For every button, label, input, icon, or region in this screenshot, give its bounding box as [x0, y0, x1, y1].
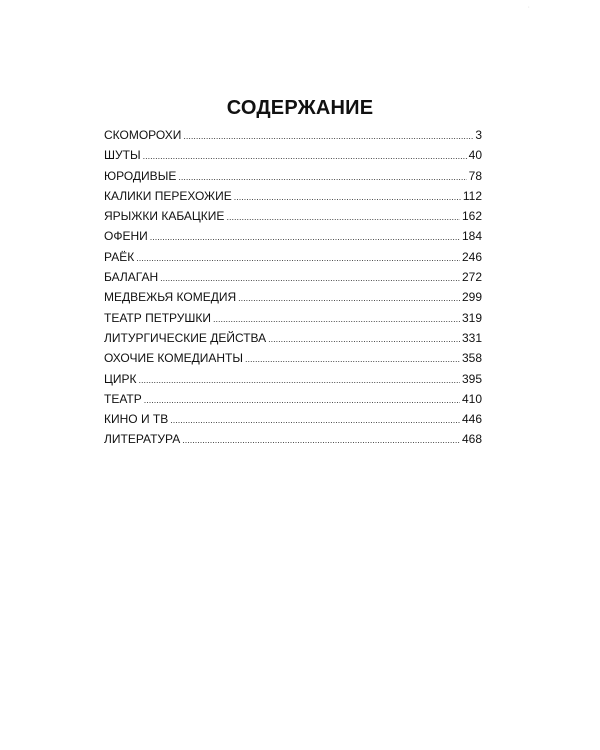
dot-leader	[238, 293, 460, 303]
toc-entry-label: ЮРОДИВЫЕ	[104, 168, 177, 183]
dot-leader	[170, 415, 460, 425]
dot-leader	[183, 131, 473, 141]
toc-entry-page: 331	[461, 330, 482, 345]
toc-entry-label: ЯРЫЖКИ КАБАЦКИЕ	[104, 209, 225, 224]
toc-entry-page: 358	[461, 351, 482, 366]
dot-leader	[268, 334, 460, 344]
toc-entry-page: 112	[462, 188, 482, 203]
toc-entry-page: 162	[461, 209, 482, 224]
toc-entry-raek[interactable]	[104, 250, 482, 270]
toc-entry-page: 468	[461, 432, 482, 447]
toc-entry-page: 272	[461, 270, 482, 285]
toc-entry-label: БАЛАГАН	[104, 270, 159, 285]
dot-leader	[143, 151, 467, 161]
toc-entry-page: 3	[475, 128, 482, 142]
dot-leader	[182, 435, 460, 445]
toc-entry-page: 410	[461, 391, 482, 406]
toc-entry-page: 299	[461, 290, 482, 305]
toc-entry-page: 40	[468, 148, 482, 163]
toc-entry-label: МЕДВЕЖЬЯ КОМЕДИЯ	[104, 290, 237, 305]
dot-leader	[139, 375, 460, 385]
toc-entry-teatr[interactable]	[104, 392, 482, 412]
toc-entry-page: 446	[461, 412, 482, 427]
toc-entry-label: КИНО И ТВ	[104, 412, 169, 427]
toc-entry-tsirk[interactable]	[104, 372, 482, 392]
dot-leader	[245, 354, 460, 364]
toc-entry-teatr-petrushki[interactable]	[104, 311, 482, 331]
toc-entry-page: 246	[461, 249, 482, 264]
toc-entry-yurodivye[interactable]	[104, 169, 482, 189]
toc-entry-page: 395	[461, 371, 482, 386]
toc-entry-label: ШУТЫ	[104, 148, 141, 163]
dot-leader	[136, 253, 460, 263]
toc-entry-label: ТЕАТР	[104, 391, 142, 406]
toc-entry-label: РАЁК	[104, 249, 135, 264]
dot-leader	[226, 212, 460, 222]
toc-entry-page: 319	[461, 310, 482, 325]
toc-entry-page: 184	[461, 229, 482, 244]
toc-entry-medvezhya-komediya[interactable]	[104, 290, 482, 310]
toc-entry-label: ЦИРК	[104, 371, 137, 386]
corner-speck: ·	[527, 4, 530, 11]
toc-entry-label: ОХОЧИЕ КОМЕДИАНТЫ	[104, 351, 243, 366]
toc-entry-okhochie-komedianty[interactable]	[104, 351, 482, 371]
page-title: СОДЕРЖАНИЕ	[226, 97, 374, 119]
toc-entry-skomorokhi[interactable]	[104, 128, 482, 148]
toc-entry-label: ЛИТУРГИЧЕСКИЕ ДЕЙСТВА	[104, 330, 267, 345]
dot-leader	[178, 172, 466, 182]
toc-entry-label: СКОМОРОХИ	[104, 128, 182, 142]
toc-entry-kino-i-tv[interactable]	[104, 412, 482, 432]
dot-leader	[150, 232, 460, 242]
toc-entry-ofeni[interactable]	[104, 229, 482, 249]
toc-entry-label: ОФЕНИ	[104, 229, 148, 244]
toc-entry-label: ТЕАТР ПЕТРУШКИ	[104, 310, 212, 325]
toc-entry-balagan[interactable]	[104, 270, 482, 290]
dot-leader	[234, 192, 461, 202]
toc-list	[104, 128, 482, 453]
toc-entry-label: КАЛИКИ ПЕРЕХОЖИЕ	[104, 188, 232, 203]
dot-leader	[160, 273, 460, 283]
toc-entry-label: ЛИТЕРАТУРА	[104, 432, 181, 447]
dot-leader	[213, 314, 460, 324]
toc-entry-page: 78	[468, 168, 482, 183]
toc-entry-literatura[interactable]	[104, 432, 482, 452]
toc-entry-kaliki-perekhozhie[interactable]	[104, 189, 482, 209]
toc-entry-shuty[interactable]	[104, 148, 482, 168]
toc-entry-yaryzhki-kabatskie[interactable]	[104, 209, 482, 229]
toc-entry-liturgicheskie-deystva[interactable]	[104, 331, 482, 351]
dot-leader	[144, 395, 460, 405]
